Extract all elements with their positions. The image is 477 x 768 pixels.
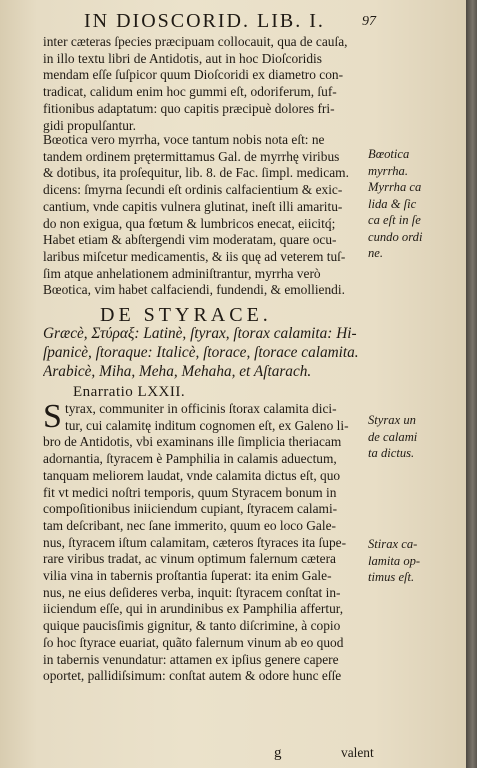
text-line: oportet, pallidiſsimum: conſtat autem & odore hunc eſſe bbox=[43, 668, 342, 684]
text-line: tandem ordinem prętermittamus Gal. de myrrhę viribus bbox=[43, 148, 340, 164]
names-line: ſpanicè, ſtoraque: Italicè, ſtorace, ſtorace calamita. bbox=[43, 344, 359, 361]
names-block bbox=[43, 324, 368, 381]
text-line: compoſitionibus iniiciendum cupiant, ſtyracem calami- bbox=[43, 501, 338, 517]
text-line: & dotibus, ita proſequitur, lib. 8. de Fac. ſimpl. medicam. bbox=[43, 165, 349, 181]
text-line: iiciendum eſſe, qui in arundinibus ex Pamphilia affertur, bbox=[43, 601, 344, 617]
margin-note-1 bbox=[368, 146, 463, 262]
text-line: rare viribus tradat, ac vinum optimum falernum cætera bbox=[43, 551, 337, 567]
text-line: Bœotica, vim habet calfaciendi, fundendi, & emolliendi. bbox=[43, 282, 345, 298]
margin-line: timus eſt. bbox=[368, 570, 415, 584]
text-line: laribus miſcetur medicamentis, & iis quę ad veterem tuſ- bbox=[43, 248, 346, 264]
text-line: nus, ſtyracem iſtum calamitam, cæteros ſtyraces ita ſupe- bbox=[43, 534, 347, 550]
margin-line: Bœotica bbox=[368, 147, 410, 161]
margin-line: Styrax un bbox=[368, 413, 416, 427]
drop-capital: S bbox=[43, 398, 62, 435]
paragraph-1 bbox=[43, 34, 368, 134]
margin-line: cundo ordi bbox=[368, 229, 423, 244]
text-line: quique paucisſimis gignitur, & tanto diſcrimine, à copio bbox=[43, 618, 341, 634]
text-line: ſo hoc ſtyrace euariat, quãto falernum vinum ab eo quod bbox=[43, 634, 344, 650]
text-line: cantium, vnde capitis vulnera glutinat, ineſt illi amaritu- bbox=[43, 198, 343, 214]
margin-line: de calami bbox=[368, 429, 418, 444]
enarratio-heading: Enarratio LXXII. bbox=[73, 384, 186, 400]
text-line: ſim atque anhelationem adminiſtrantur, myrrha verò bbox=[43, 265, 321, 281]
page-edge bbox=[466, 0, 477, 768]
paragraph-3 bbox=[43, 398, 368, 685]
text-line: bro de Antidotis, vbi examinans ille ſimplicia theriacam bbox=[43, 434, 342, 450]
text-line: tam deſcribant, nec ſane immerito, quum eo loco Gale- bbox=[43, 517, 336, 533]
margin-note-3 bbox=[368, 536, 463, 586]
text-line: inter cæteras ſpecies præcipuam collocauit, qua de cauſa, bbox=[43, 34, 348, 49]
text-line: Bœotica vero myrrha, voce tantum nobis nota eſt: ne bbox=[43, 132, 325, 147]
text-line: nus, ne eius deſideres verba, inquit: ſtyracem conſtat in- bbox=[43, 584, 341, 600]
signature-mark: g bbox=[274, 745, 282, 761]
text-line: fitionibus adaptatum: quo capitis præcipuè dolores fri- bbox=[43, 100, 335, 116]
margin-line: ca eſt in ſe bbox=[368, 213, 421, 227]
catchword: valent bbox=[341, 745, 374, 760]
text-line: tanquam meliorem laudat, vnde calamita dictus eſt, quo bbox=[43, 467, 341, 483]
names-line: Græcè, Στύραξ: Latinè, ſtyrax, ſtorax calamita: Hi- bbox=[43, 325, 357, 342]
section-title: DE STYRACE. bbox=[100, 304, 272, 326]
page-header bbox=[0, 8, 466, 32]
text-line: in illo textu libri de Antidotis, aut in hoc Dioſcoridis bbox=[43, 50, 322, 66]
text-line: dicens: ſmyrna ſecundi eſt ordinis calfacientium & exic- bbox=[43, 182, 343, 198]
text-line: adornantia, ſtyracem è Pamphilia in calamis aduectum, bbox=[43, 451, 337, 467]
text-line: in tabernis venundatur: attamen ex ipſius genere capere bbox=[43, 651, 339, 667]
margin-note-2 bbox=[368, 412, 463, 462]
paragraph-2 bbox=[43, 132, 368, 299]
page-number: 97 bbox=[362, 14, 376, 29]
text-line: gidi propulſantur. bbox=[43, 117, 136, 133]
margin-line: Myrrha ca bbox=[368, 180, 422, 194]
text-line: mendam eſſe ſuſpicor quum Dioſcoridi ex diametro con- bbox=[43, 67, 344, 83]
text-line: vilia vina in tabernis proſtantia ſuperat: ita enim Gale- bbox=[43, 568, 332, 584]
margin-line: lamita op- bbox=[368, 553, 421, 568]
running-head: IN DIOSCORID. LIB. I. bbox=[84, 10, 325, 32]
text-line: tyrax, communiter in officinis ſtorax calamita dici- bbox=[65, 401, 337, 416]
text-line: fit vt medici noſtri temporis, quum Styracem bonum in bbox=[43, 484, 337, 500]
text-line: tur, cui calamitę inditum cognomen eſt, ex Galeno li- bbox=[65, 417, 349, 433]
margin-line: Stirax ca- bbox=[368, 537, 418, 551]
text-line: tradicat, calidum enim hoc gummi eſt, odoriferum, ſuf- bbox=[43, 84, 337, 100]
margin-line: ne. bbox=[368, 246, 384, 260]
margin-line: lida & ſic bbox=[368, 196, 417, 211]
names-line: Arabicè, Miha, Meha, Mehaha, et Aſtarach. bbox=[43, 363, 312, 380]
text-line: Habet etiam & abſtergendi vim moderatam, quare ocu- bbox=[43, 232, 337, 248]
text-line: do non exigua, qua fœtum & lumbricos enecat, eiicitq́; bbox=[43, 215, 336, 231]
margin-line: ta dictus. bbox=[368, 446, 415, 460]
margin-line: myrrha. bbox=[368, 163, 409, 178]
